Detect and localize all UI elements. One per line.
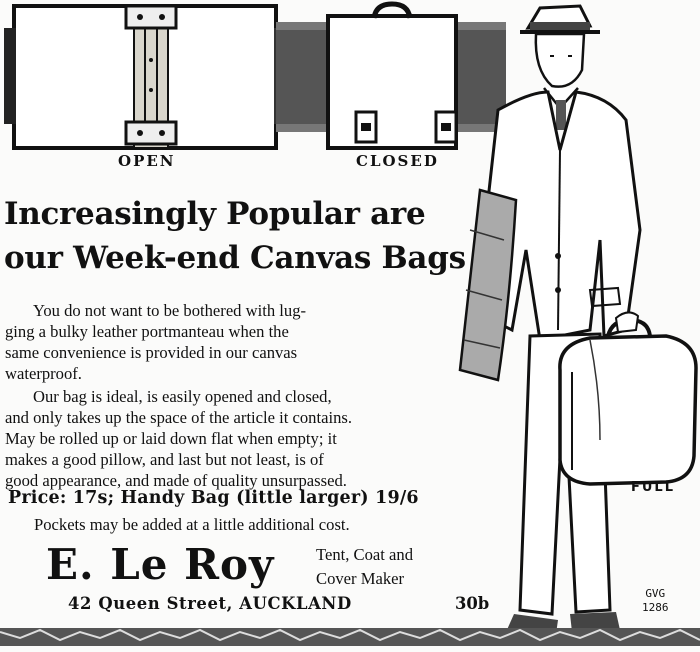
body-line: Our bag is ideal, is easily opened and closed, — [33, 387, 332, 406]
reference-line: 1286 — [642, 601, 669, 614]
headline-line-2: our Week-end Canvas Bags — [4, 240, 466, 276]
trade-line: Cover Maker — [316, 569, 405, 588]
trade-description — [316, 543, 413, 591]
body-line: good appearance, and made of quality unsurpassed. — [5, 471, 347, 490]
body-line: and only takes up the space of the article it contains. — [5, 408, 352, 427]
open-bag-illustration — [0, 0, 290, 160]
body-paragraph-1 — [5, 300, 497, 384]
closed-label: CLOSED — [356, 152, 439, 170]
body-line: May be rolled up or laid down flat when empty; it — [5, 429, 337, 448]
reference-number — [642, 587, 669, 615]
headline — [4, 192, 474, 280]
body-line: You do not want to be bothered with lug- — [33, 301, 307, 320]
decorative-border — [0, 626, 700, 648]
body-paragraph-2 — [5, 386, 497, 491]
full-label: FULL — [631, 480, 676, 495]
brand-name: E. Le Roy — [46, 540, 275, 589]
price-line: Price: 17s; Handy Bag (little larger) 19/6 — [8, 488, 419, 508]
headline-line-1: Increasingly Popular are — [4, 196, 426, 232]
pockets-note: Pockets may be added at a little additional cost. — [34, 515, 350, 534]
body-line: same convenience is provided in our canvas — [5, 343, 298, 362]
reference-line: GVG — [645, 587, 666, 600]
body-line: ging a bulky leather portmanteau when the — [5, 322, 289, 341]
address: 42 Queen Street, AUCKLAND — [68, 594, 352, 613]
ad-code: 30b — [455, 594, 490, 613]
trade-line: Tent, Coat and — [316, 545, 413, 564]
body-line: makes a good pillow, and last but not least, is of — [5, 450, 324, 469]
body-line: waterproof. — [5, 364, 82, 383]
open-label: OPEN — [118, 152, 176, 170]
